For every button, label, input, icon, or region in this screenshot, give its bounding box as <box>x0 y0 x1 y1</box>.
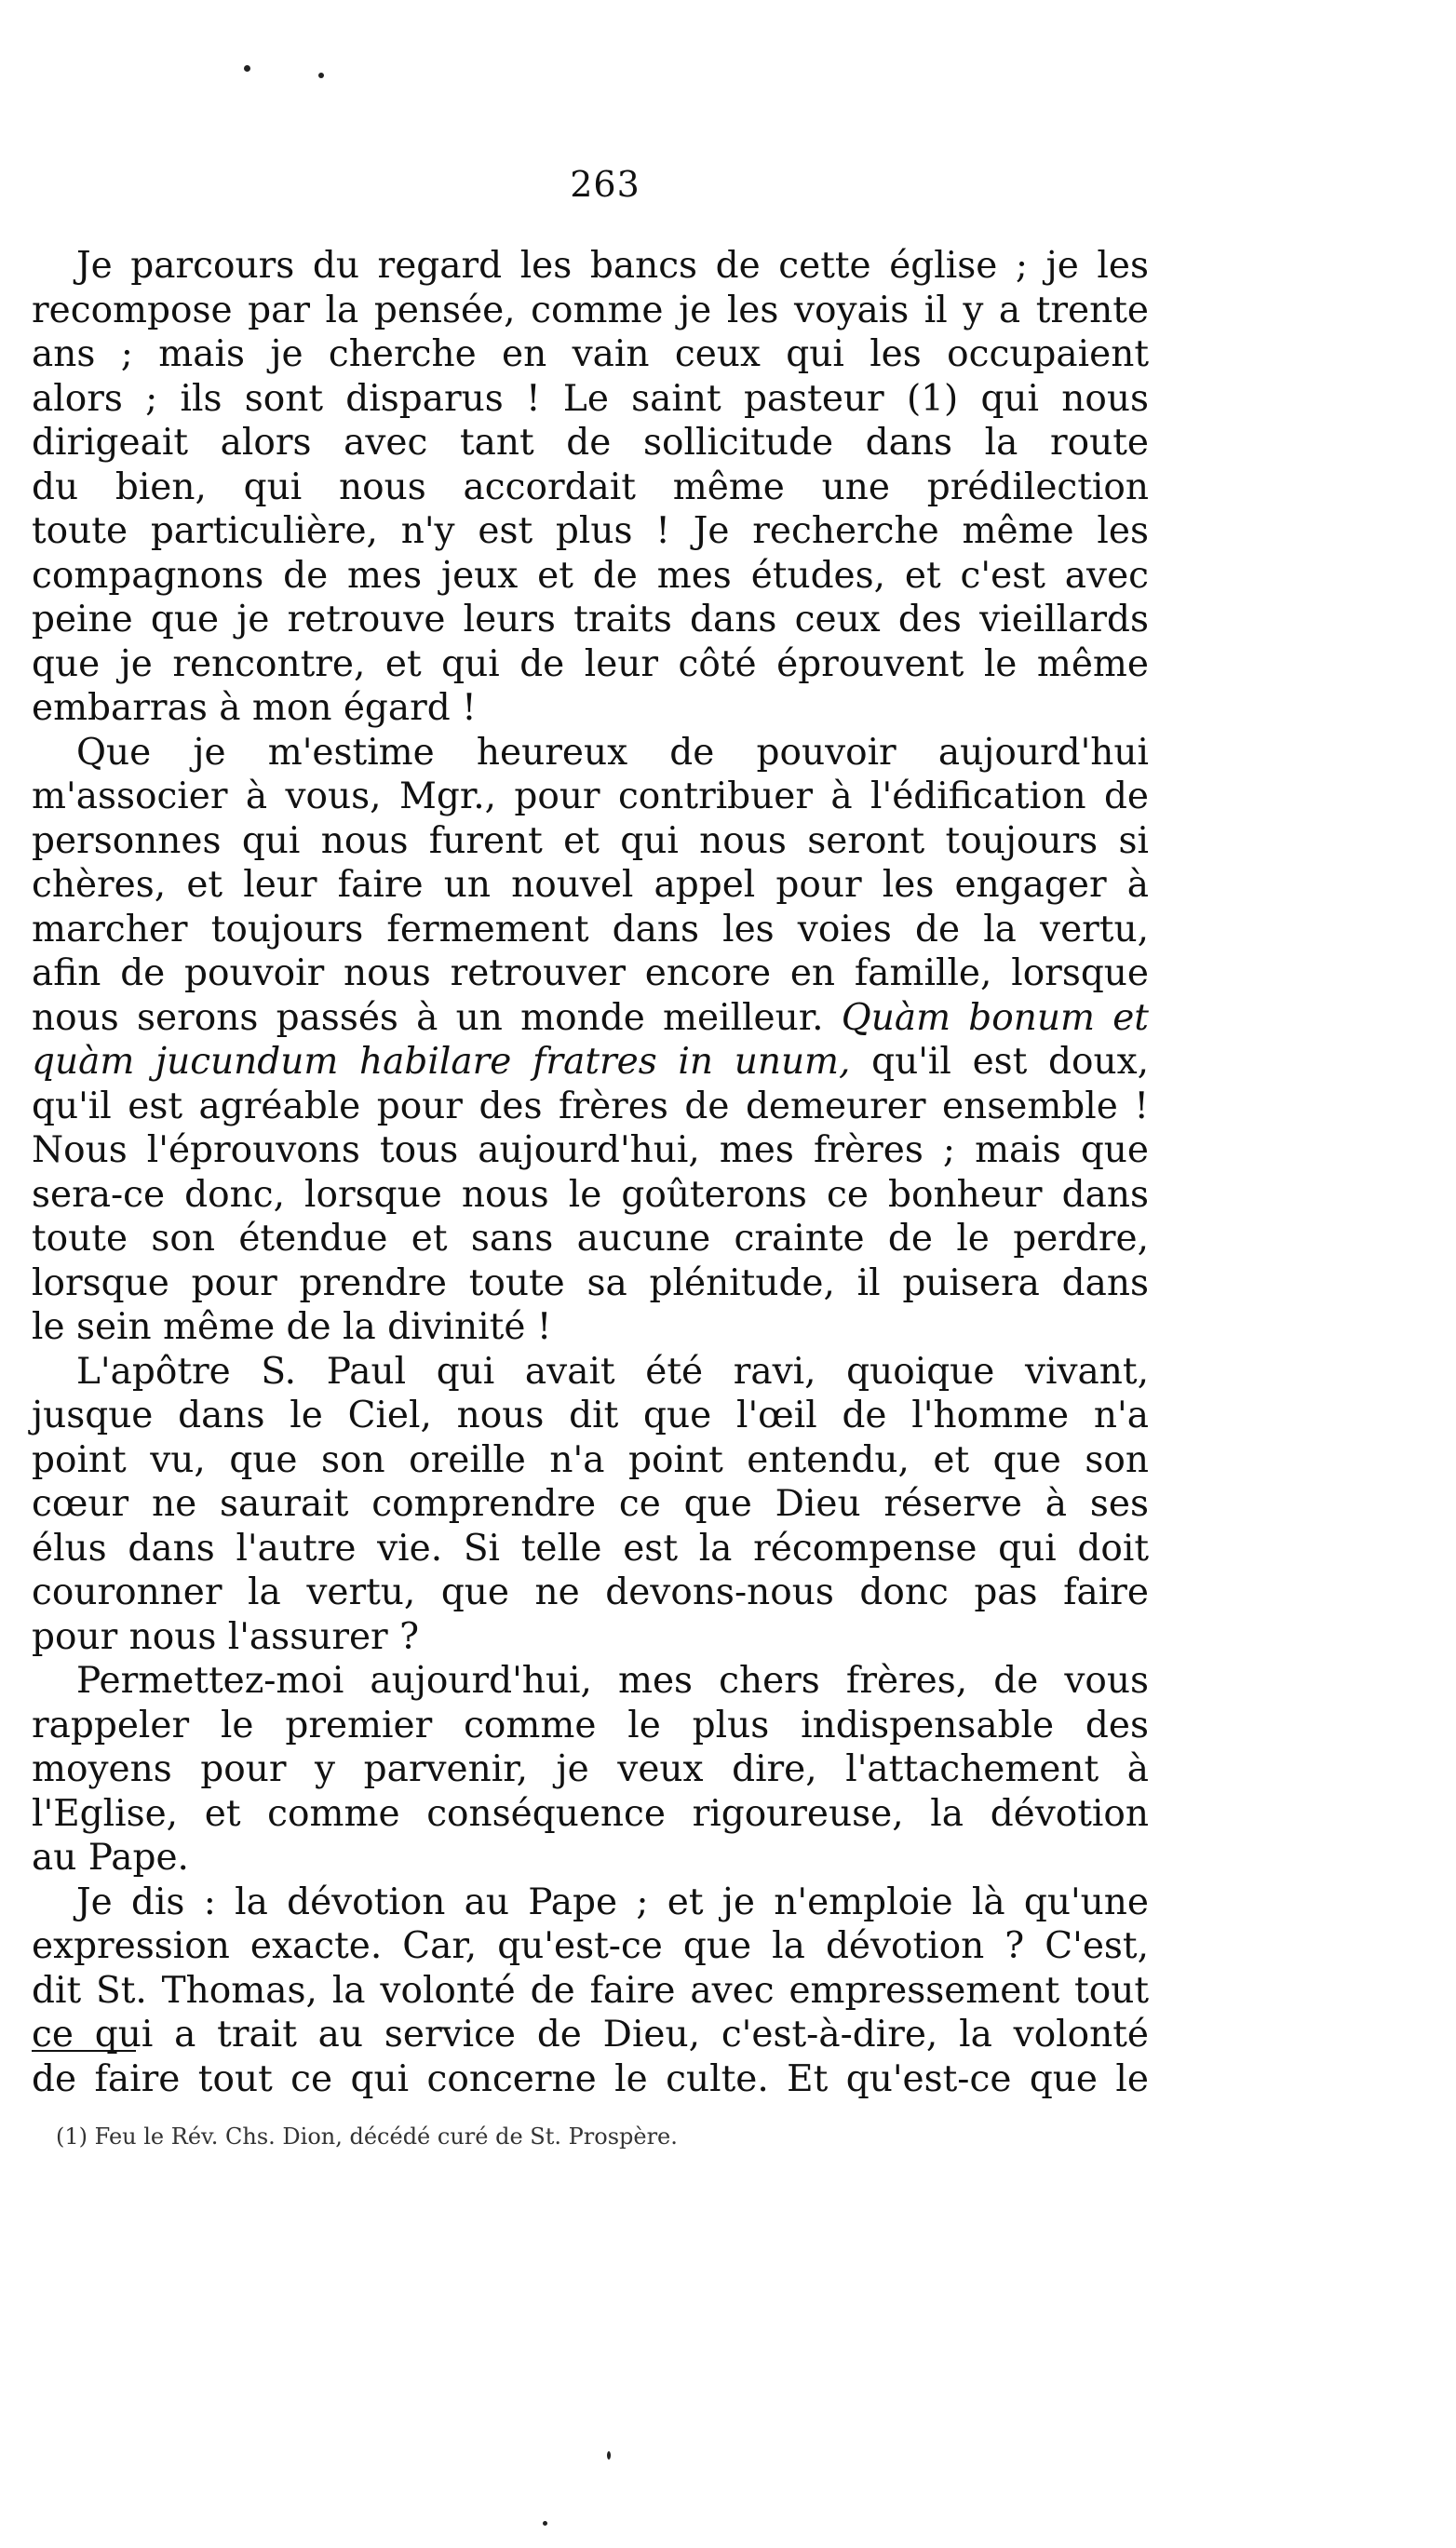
text-line: Nous l'éprouvons tous aujourd'hui, mes frères ; mais que <box>32 1129 1149 1171</box>
text-line: m'associer à vous, Mgr., pour contribuer à l'édification de <box>32 775 1149 817</box>
footnote-divider <box>32 2050 136 2052</box>
text-line: toute son étendue et sans aucune crainte de le perdre, <box>32 1218 1149 1260</box>
text-line: Je parcours du regard les bancs de cette église ; je les <box>76 245 1149 287</box>
text-line: lorsque pour prendre toute sa plénitude, il puisera dans <box>32 1261 1149 1304</box>
page-number: 263 <box>570 164 640 205</box>
text-line-with-latin <box>32 1040 1149 1085</box>
text-line: dit St. Thomas, la volonté de faire avec empressement tout <box>32 1969 1149 2012</box>
text-line: ans ; mais je cherche en vain ceux qui les occupaient <box>32 333 1149 375</box>
body-text <box>32 244 1149 2101</box>
paragraph-2 <box>32 731 1149 1350</box>
text-line: alors ; ils sont disparus ! Le saint pasteur (1) qui nous <box>32 377 1149 420</box>
text-line: compagnons de mes jeux et de mes études, et c'est avec <box>32 554 1149 597</box>
text-line-with-latin <box>32 996 1149 1041</box>
text-line: Je dis : la dévotion au Pape ; et je n'emploie là qu'une <box>76 1881 1149 1923</box>
paragraph-4 <box>32 1659 1149 1881</box>
text-line: au Pape. <box>32 1837 189 1879</box>
text-line: ce qui a trait au service de Dieu, c'est-à-dire, la volonté <box>32 2014 1149 2056</box>
text-line: cœur ne saurait comprendre ce que Dieu réserve à ses <box>32 1483 1149 1525</box>
text-line: le sein même de la divinité ! <box>32 1306 552 1348</box>
text-line: pour nous l'assurer ? <box>32 1615 419 1658</box>
paragraph-3 <box>32 1350 1149 1660</box>
text-line: embarras à mon égard ! <box>32 687 477 729</box>
text-line: moyens pour y parvenir, je veux dire, l'attachement à <box>32 1748 1149 1790</box>
scan-speck <box>318 73 324 78</box>
text-line: Que je m'estime heureux de pouvoir aujourd'hui <box>76 731 1149 774</box>
text-line: l'Eglise, et comme conséquence rigoureuse, la dévotion <box>32 1792 1149 1835</box>
line-text: qu'il est doux, <box>850 1041 1149 1083</box>
paragraph-1 <box>32 244 1149 731</box>
text-line: élus dans l'autre vie. Si telle est la récompense qui doit <box>32 1527 1149 1570</box>
text-line: toute particulière, n'y est plus ! Je recherche même les <box>32 510 1149 552</box>
text-line: de faire tout ce qui concerne le culte. Et qu'est-ce que le <box>32 2057 1149 2100</box>
text-line: afin de pouvoir nous retrouver encore en famille, lorsque <box>32 952 1149 994</box>
text-line: qu'il est agréable pour des frères de demeurer ensemble ! <box>32 1085 1149 1127</box>
scan-speck <box>244 65 250 72</box>
text-line: peine que je retrouve leurs traits dans ceux des vieillards <box>32 599 1149 640</box>
latin-quote: quàm jucundum habilare fratres in unum, <box>32 1041 851 1083</box>
text-line: L'apôtre S. Paul qui avait été ravi, quoique vivant, <box>76 1350 1149 1393</box>
scan-speck <box>543 2521 547 2526</box>
text-line: que je rencontre, et qui de leur côté éprouvent le même <box>32 642 1149 685</box>
text-line: dirigeait alors avec tant de sollicitude dans la route <box>32 422 1149 464</box>
text-line: sera-ce donc, lorsque nous le goûterons ce bonheur dans <box>32 1173 1149 1216</box>
text-line: couronner la vertu, que ne devons-nous donc pas faire <box>32 1571 1149 1613</box>
text-line: recompose par la pensée, comme je les voyais il y a trente <box>32 289 1149 331</box>
text-line: point vu, que son oreille n'a point entendu, et que son <box>32 1438 1149 1481</box>
footnote: (1) Feu le Rév. Chs. Dion, décédé curé de St. Prospère. <box>56 2123 678 2150</box>
text-line: jusque dans le Ciel, nous dit que l'œil de l'homme n'a <box>32 1395 1149 1436</box>
text-line: personnes qui nous furent et qui nous seront toujours si <box>32 819 1149 862</box>
text-line: marcher toujours fermement dans les voies de la vertu, <box>32 908 1149 950</box>
latin-quote: Quàm bonum et <box>841 996 1149 1039</box>
text-line: Permettez-moi aujourd'hui, mes chers frères, de vous <box>76 1660 1149 1702</box>
text-line: expression exacte. Car, qu'est-ce que la dévotion ? C'est, <box>32 1925 1149 1967</box>
text-line: rappeler le premier comme le plus indispensable des <box>32 1704 1149 1746</box>
scan-speck <box>607 2451 611 2460</box>
text-line: du bien, qui nous accordait même une prédilection <box>32 465 1149 508</box>
line-text: nous serons passés à un monde meilleur. <box>32 996 842 1039</box>
text-line: chères, et leur faire un nouvel appel pour les engager à <box>32 864 1149 906</box>
paragraph-5 <box>32 1881 1149 2102</box>
